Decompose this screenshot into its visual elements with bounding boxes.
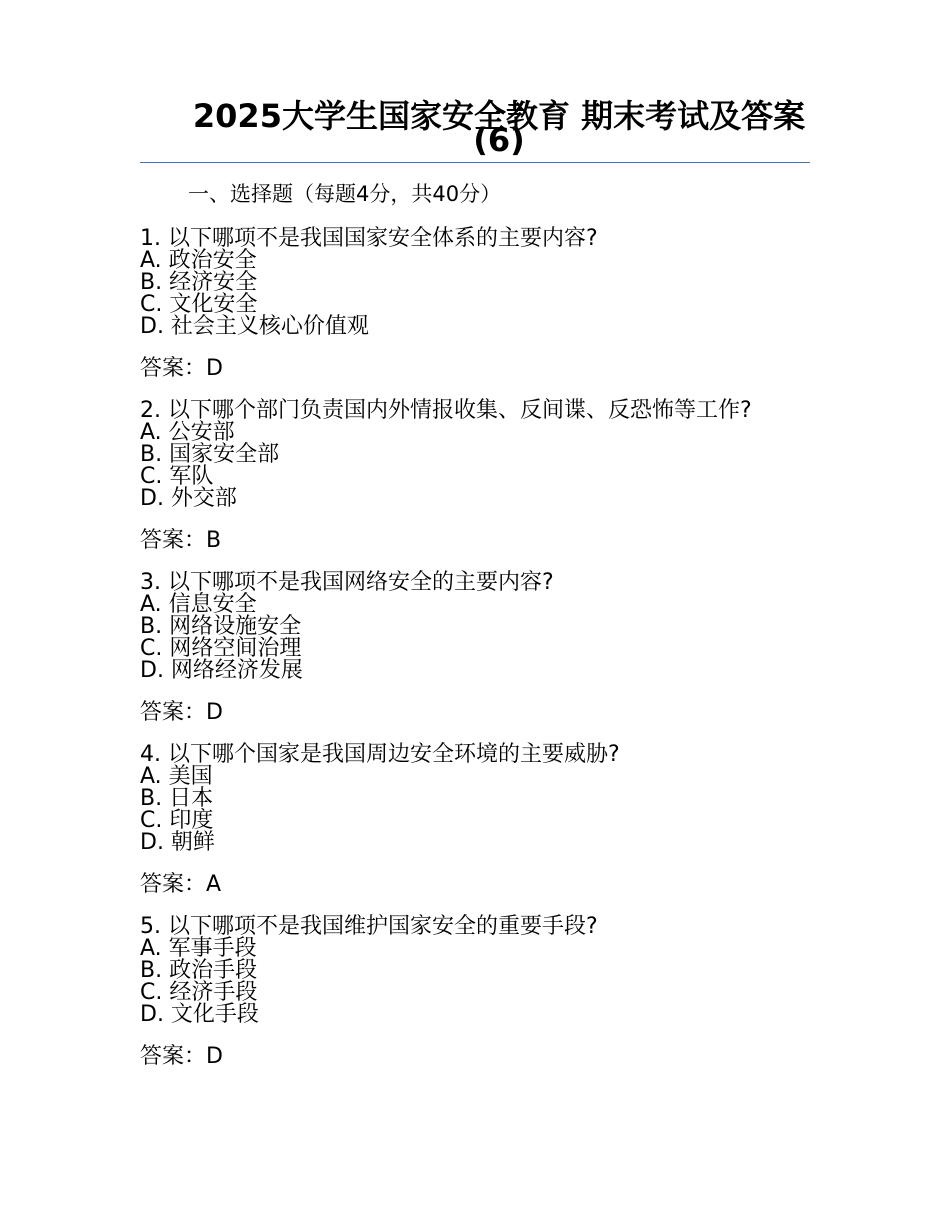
- question-text: 4. 以下哪个国家是我国周边安全环境的主要威胁?: [140, 742, 620, 767]
- option-d: D. 外交部: [140, 486, 237, 511]
- option-a: A. 政治安全: [140, 248, 257, 273]
- question-4: [140, 740, 810, 898]
- option-a: A. 军事手段: [140, 936, 257, 961]
- question-list: [140, 224, 810, 1084]
- question-3: [140, 568, 810, 726]
- option-b: B. 政治手段: [140, 958, 258, 983]
- option-c: C. 军队: [140, 464, 214, 489]
- option-b: B. 经济安全: [140, 270, 258, 295]
- section-heading: 一、选择题（每题4分，共40分）: [188, 182, 502, 206]
- option-list: [140, 594, 810, 682]
- option-b: B. 网络设施安全: [140, 614, 302, 639]
- option-b: B. 国家安全部: [140, 442, 280, 467]
- answer: 答案：D: [140, 700, 223, 725]
- answer: 答案：D: [140, 356, 223, 381]
- question-1: [140, 224, 810, 382]
- option-c: C. 网络空间治理: [140, 636, 302, 661]
- option-d: D. 网络经济发展: [140, 658, 303, 683]
- question-text: 5. 以下哪项不是我国维护国家安全的重要手段?: [140, 914, 598, 939]
- option-d: D. 文化手段: [140, 1002, 259, 1027]
- option-d: D. 朝鲜: [140, 830, 215, 855]
- page-title: 2025大学生国家安全教育 期末考试及答案(6): [192, 97, 806, 159]
- title-block: [140, 97, 810, 163]
- option-c: C. 文化安全: [140, 292, 258, 317]
- option-c: C. 印度: [140, 808, 214, 833]
- option-a: A. 信息安全: [140, 592, 257, 617]
- option-list: [140, 938, 810, 1026]
- option-a: A. 美国: [140, 764, 213, 789]
- question-text: 3. 以下哪项不是我国网络安全的主要内容?: [140, 570, 554, 595]
- option-list: [140, 766, 810, 854]
- option-c: C. 经济手段: [140, 980, 258, 1005]
- question-2: [140, 396, 810, 554]
- answer: 答案：D: [140, 1044, 223, 1069]
- option-a: A. 公安部: [140, 420, 235, 445]
- question-text: 1. 以下哪项不是我国国家安全体系的主要内容?: [140, 226, 598, 251]
- answer: 答案：A: [140, 872, 222, 897]
- option-list: [140, 422, 810, 510]
- option-d: D. 社会主义核心价值观: [140, 314, 369, 339]
- answer: 答案：B: [140, 528, 222, 553]
- option-b: B. 日本: [140, 786, 214, 811]
- option-list: [140, 250, 810, 338]
- question-5: [140, 912, 810, 1070]
- question-text: 2. 以下哪个部门负责国内外情报收集、反间谍、反恐怖等工作?: [140, 398, 752, 423]
